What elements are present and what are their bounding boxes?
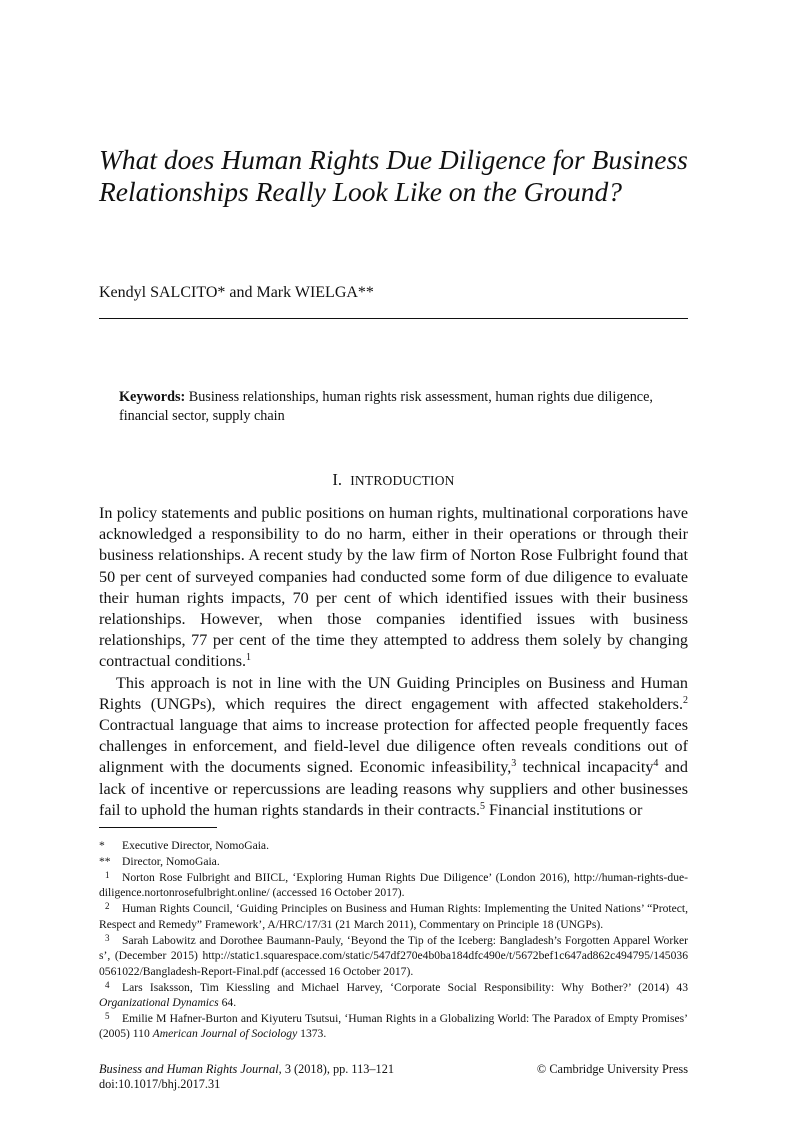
footer-publisher: © Cambridge University Press <box>536 1062 688 1076</box>
footnotes <box>99 838 688 1042</box>
footnote-text: Executive Director, NomoGaia. <box>122 839 269 852</box>
author-line: Kendyl SALCITO* and Mark WIELGA** <box>99 284 374 301</box>
paragraph-2-text-a: This approach is not in line with the UN Guiding Principles on Business and Human Rights (UNGPs), which requires the direct engagement with affected stakeholders. <box>99 674 688 713</box>
footer-citation <box>99 1062 394 1093</box>
footnote-ref-2: 2 <box>683 694 688 706</box>
footnote-star: * Executive Director, NomoGaia. <box>99 839 269 852</box>
footnote-text: 1373. <box>297 1027 327 1041</box>
article-title: What does Human Rights Due Diligence for Business Relationships Really Look Like on the Ground? <box>99 144 688 207</box>
footnote-ref-5: 5 <box>480 800 486 812</box>
footnote-text: 64. <box>218 996 237 1010</box>
page-footer <box>99 1062 688 1093</box>
title-divider <box>99 318 688 319</box>
footnote-4: 4 Lars Isaksson, Tim Kiessling and Michael Harvey, ‘Corporate Social Responsibility: Why Bother?’ (2014) 43 Organizational Dynamics 64. <box>99 979 688 1010</box>
footnote-journal: American Journal of Sociology <box>152 1027 298 1041</box>
footnote-ref-3: 3 <box>511 758 517 770</box>
footer-volume: , 3 (2018), pp. 113–121 <box>278 1062 395 1076</box>
footnote-text: Emilie M Hafner-Burton and Kiyuteru Tsutsui, ‘Human Rights in a Globalizing World: The Paradox of Empty Promises’ (2005) 110 <box>99 1012 688 1041</box>
footnote-divider <box>99 827 217 828</box>
footnote-double-star: ** Director, NomoGaia. <box>99 855 220 868</box>
footnote-1: 1 Norton Rose Fulbright and BIICL, ‘Exploring Human Rights Due Diligence’ (London 2016), http://human-rights-due-diligence.nortonrosefulbright.online/ (accessed 16 October 2017). <box>99 870 688 900</box>
footnote-ref-4: 4 <box>653 758 659 770</box>
footer-journal: Business and Human Rights Journal <box>99 1062 279 1076</box>
footnote-journal: Organizational Dynamics <box>99 996 219 1010</box>
section-number: I. <box>332 470 342 489</box>
keywords-label: Keywords: <box>119 389 186 405</box>
footnote-3: 3 Sarah Labowitz and Dorothee Baumann-Pauly, ‘Beyond the Tip of the Iceberg: Bangladesh’s Forgotten Apparel Workers’, (December 2015) http://static1.squarespace.com/static/547df270e4b0ba184dfc490e/t/5672bef1c647ad862c494795/1450360561022/Bangladesh-Report-Final.pdf (accessed 16 October 2017). <box>99 932 688 978</box>
keywords-text: Business relationships, human rights risk assessment, human rights due diligence, financial sector, supply chain <box>119 389 653 424</box>
paragraph-2-text-c: technical incapacity <box>516 759 654 777</box>
footnote-text: Sarah Labowitz and Dorothee Baumann-Pauly, ‘Beyond the Tip of the Iceberg: Bangladesh’s Forgotten Apparel Workers’, (December 2015) http://static1.squarespace.com/static/547df270e4b0ba184dfc490e/t/5672bef1c647ad862c494795/1450360561022/Bangladesh-Report-Final.pdf (accessed 16 October 2017). <box>99 933 688 978</box>
section-heading <box>99 470 688 490</box>
footnote-ref-1: 1 <box>246 652 252 664</box>
paragraph-2-text-d: and lack of incentive or repercussions are leading reasons why suppliers and other businesses fail to uphold the human rights standards in their contracts. <box>99 759 689 819</box>
paragraph-2-text-b: Contractual language that aims to increase protection for affected people frequently faces challenges in enforcement, and field-level due diligence often reveals conditions out of alignment with the documents signed. Economic infeasibility, <box>99 717 688 777</box>
footnote-text: Director, NomoGaia. <box>122 855 220 868</box>
paragraph-2-text-e: Financial institutions or <box>485 801 643 819</box>
footer-doi: doi:10.1017/bhj.2017.31 <box>99 1077 221 1092</box>
paragraph-1 <box>99 503 688 673</box>
section-title: INTRODUCTION <box>350 473 455 488</box>
keywords-block <box>119 388 671 426</box>
footnote-text: Norton Rose Fulbright and BIICL, ‘Exploring Human Rights Due Diligence’ (London 2016), http://human-rights-due-diligence.nortonrosefulbright.online/ (accessed 16 October 2017). <box>99 871 688 900</box>
footnote-text: Lars Isaksson, Tim Kiessling and Michael Harvey, ‘Corporate Social Responsibility: Why Bother?’ (2014) 43 <box>122 980 688 994</box>
paragraph-2 <box>99 673 688 821</box>
footnote-2: 2 Human Rights Council, ‘Guiding Principles on Business and Human Rights: Implementing the United Nations’ “Protect, Respect and Remedy” Framework’, A/HRC/17/31 (21 March 2011), Commentary on Principle 18 (UNGPs). <box>99 901 688 931</box>
footnote-5: 5 Emilie M Hafner-Burton and Kiyuteru Tsutsui, ‘Human Rights in a Globalizing World: The Paradox of Empty Promises’ (2005) 110 American Journal of Sociology 1373. <box>99 1011 688 1041</box>
paragraph-1-text: In policy statements and public positions on human rights, multinational corporations have acknowledged a responsibility to do no harm, either in their operations or through their business relationships. A recent study by the law firm of Norton Rose Fulbright found that 50 per cent of surveyed companies had conducted some form of due diligence to evaluate their human rights impacts, 70 per cent of which identified issues with their business relationships. However, when those companies identified issues with business relationships, 77 per cent of the time they attempted to address them solely by changing contractual conditions. <box>99 505 688 671</box>
footnote-text: Human Rights Council, ‘Guiding Principles on Business and Human Rights: Implementing the United Nations’ “Protect, Respect and Remedy” Framework’, A/HRC/17/31 (21 March 2011), Commentary on Principle 18 (UNGPs). <box>99 902 688 931</box>
body-text <box>99 503 688 821</box>
